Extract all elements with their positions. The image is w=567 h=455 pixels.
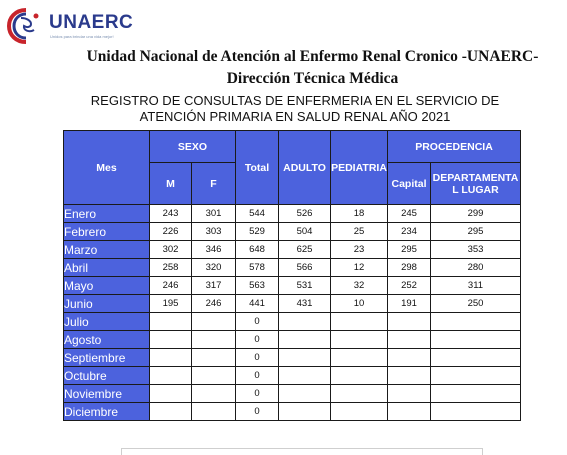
cell-capital [388,331,431,349]
cell-m [150,367,192,385]
table-row [64,205,521,223]
cell-pediatria: 23 [331,241,388,259]
bottom-frame [121,448,483,455]
cell-adulto [279,403,331,421]
cell-total: 0 [236,385,279,403]
cell-total: 529 [236,223,279,241]
cell-m: 243 [150,205,192,223]
cell-mes: Julio [64,313,150,331]
report-title-line2: ATENCIÓN PRIMARIA EN SALUD RENAL AÑO 2021 [139,109,451,124]
cell-departamental [431,313,521,331]
cell-departamental: 299 [431,205,521,223]
logo-brand-text: UNAERC [49,12,134,33]
cell-total: 0 [236,349,279,367]
col-header-mes: Mes [64,131,150,205]
report-title-line1: REGISTRO DE CONSULTAS DE ENFERMERIA EN EL SERVICIO DE [90,93,500,108]
cell-capital: 245 [388,205,431,223]
cell-adulto [279,367,331,385]
cell-departamental: 295 [431,223,521,241]
cell-pediatria [331,331,388,349]
cell-capital: 234 [388,223,431,241]
cell-mes: Agosto [64,331,150,349]
col-header-total: Total [236,131,279,205]
cell-m [150,313,192,331]
col-header-sexo: SEXO [150,131,236,163]
col-header-departamental-line2: L LUGAR [452,183,499,196]
cell-f: 301 [192,205,236,223]
dept-title: Dirección Técnica Médica [226,70,399,87]
cell-pediatria [331,403,388,421]
cell-pediatria [331,367,388,385]
cell-m [150,385,192,403]
cell-mes: Febrero [64,223,150,241]
cell-departamental: 280 [431,259,521,277]
cell-f: 303 [192,223,236,241]
table-row [64,403,521,421]
cell-f [192,349,236,367]
table-body [64,205,521,421]
cell-total: 0 [236,331,279,349]
cell-capital: 295 [388,241,431,259]
cell-total: 0 [236,313,279,331]
cell-f [192,331,236,349]
unaerc-logo [3,6,153,48]
cell-total: 578 [236,259,279,277]
cell-total: 563 [236,277,279,295]
table-row [64,331,521,349]
table-row [64,367,521,385]
cell-m: 258 [150,259,192,277]
cell-mes: Marzo [64,241,150,259]
cell-departamental [431,367,521,385]
cell-m [150,331,192,349]
cell-mes: Junio [64,295,150,313]
cell-departamental [431,403,521,421]
cell-adulto: 566 [279,259,331,277]
cell-pediatria [331,313,388,331]
cell-m: 302 [150,241,192,259]
cell-mes: Diciembre [64,403,150,421]
cell-capital: 191 [388,295,431,313]
cell-adulto [279,349,331,367]
table-row [64,223,521,241]
cell-f [192,403,236,421]
cell-capital [388,349,431,367]
cell-pediatria [331,349,388,367]
cell-total: 0 [236,367,279,385]
cell-capital [388,385,431,403]
table-row [64,313,521,331]
unaerc-logo-icon [7,8,45,44]
cell-departamental [431,331,521,349]
col-header-procedencia: PROCEDENCIA [388,131,521,163]
cell-adulto: 526 [279,205,331,223]
cell-f [192,313,236,331]
consultas-table [63,130,521,421]
cell-f: 346 [192,241,236,259]
cell-adulto: 625 [279,241,331,259]
logo-tagline: Unidos para brindar una vida mejor! [50,34,114,39]
table-row [64,295,521,313]
cell-pediatria: 18 [331,205,388,223]
cell-mes: Noviembre [64,385,150,403]
cell-pediatria: 10 [331,295,388,313]
col-header-adulto: ADULTO [279,131,331,205]
report-title [60,93,530,125]
cell-departamental [431,385,521,403]
table-row [64,385,521,403]
cell-pediatria: 32 [331,277,388,295]
cell-total: 0 [236,403,279,421]
cell-m [150,403,192,421]
cell-adulto [279,331,331,349]
cell-mes: Mayo [64,277,150,295]
cell-mes: Abril [64,259,150,277]
cell-f [192,385,236,403]
cell-mes: Enero [64,205,150,223]
cell-pediatria: 12 [331,259,388,277]
col-header-m: M [150,163,192,205]
cell-departamental: 353 [431,241,521,259]
cell-capital [388,403,431,421]
cell-capital [388,367,431,385]
cell-capital: 298 [388,259,431,277]
table-row [64,349,521,367]
cell-capital [388,313,431,331]
cell-m: 246 [150,277,192,295]
cell-f: 246 [192,295,236,313]
cell-departamental: 311 [431,277,521,295]
cell-total: 544 [236,205,279,223]
cell-pediatria [331,385,388,403]
col-header-departamental-line1: DEPARTAMENTA [432,171,519,184]
cell-f: 320 [192,259,236,277]
cell-adulto [279,313,331,331]
cell-f: 317 [192,277,236,295]
cell-departamental: 250 [431,295,521,313]
cell-pediatria: 25 [331,223,388,241]
col-header-capital: Capital [388,163,431,205]
table-row [64,277,521,295]
cell-total: 648 [236,241,279,259]
col-header-f: F [192,163,236,205]
table-row [64,259,521,277]
cell-adulto [279,385,331,403]
cell-mes: Octubre [64,367,150,385]
cell-mes: Septiembre [64,349,150,367]
col-header-pediatria: PEDIATRIA [331,131,388,205]
cell-departamental [431,349,521,367]
cell-total: 441 [236,295,279,313]
cell-adulto: 431 [279,295,331,313]
cell-m: 195 [150,295,192,313]
cell-adulto: 531 [279,277,331,295]
cell-adulto: 504 [279,223,331,241]
org-title: Unidad Nacional de Atención al Enfermo Renal Cronico -UNAERC- [86,48,539,65]
cell-m: 226 [150,223,192,241]
cell-capital: 252 [388,277,431,295]
col-header-departamental [431,163,521,205]
cell-m [150,349,192,367]
cell-f [192,367,236,385]
table-row [64,241,521,259]
